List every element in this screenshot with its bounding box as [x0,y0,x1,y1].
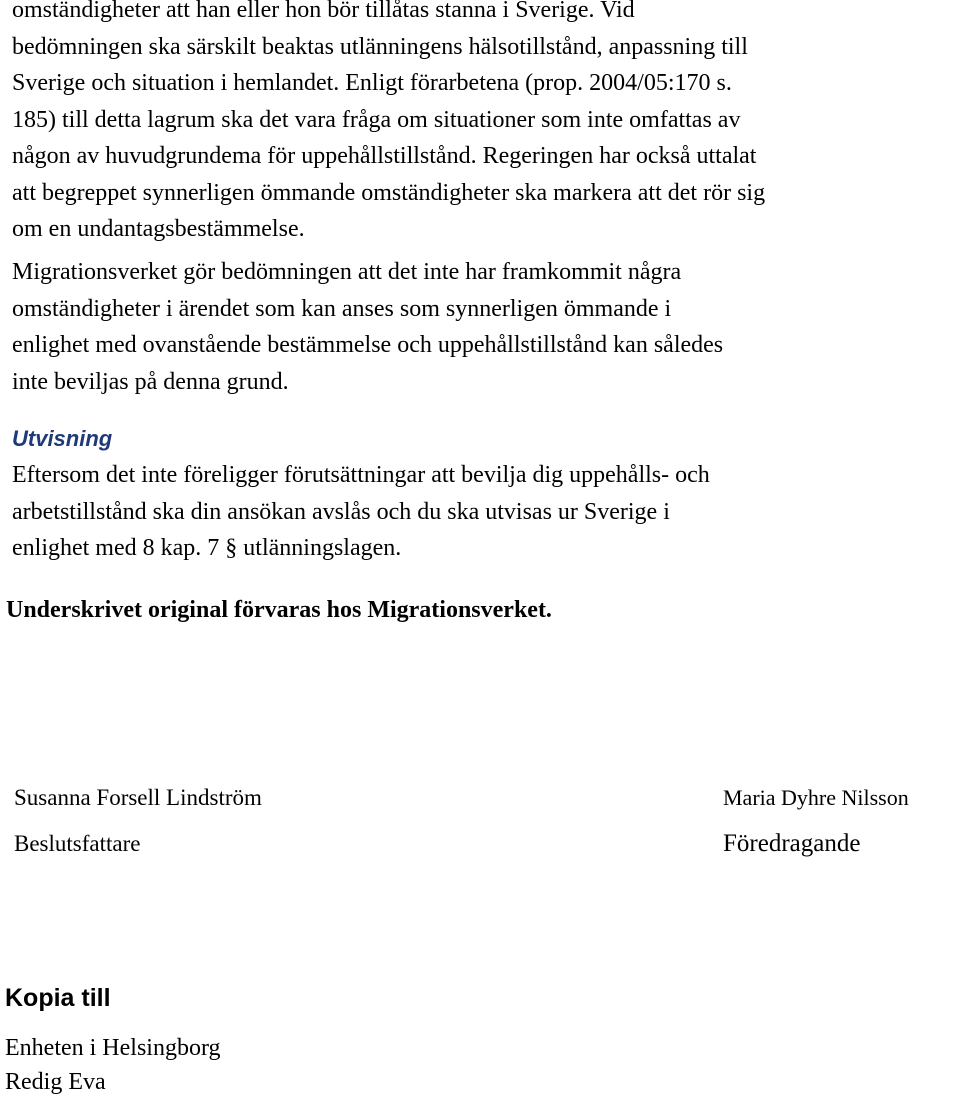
paragraph-grounds: omständigheter att han eller hon bör tillåtas stanna i Sverige. Vid bedömningen ska särskilt beaktas utlänningens hälsotillstånd, anpassning till Sverige och situation i hemlandet. Enligt förarbetena (prop. 2004/05:170 s. 185) till detta lagrum ska det vara fråga om situationer som inte omfattas av någon av huvudgrundema för uppehållstillstånd. Regeringen har också uttalat att begreppet synnerligen ömmande omständigheter ska markera att det rör sig om en undantagsbestämmelse. [12,0,766,242]
heading-kopia-till: Kopia till [5,984,111,1012]
signer-left-role: Beslutsfattare [14,831,141,856]
copy-recipient: Redig Eva [5,1069,106,1095]
copy-recipient-list [5,1031,221,1099]
heading-utvisning: Utvisning [12,426,113,451]
paragraph-expulsion: Eftersom det inte föreligger förutsättningar att bevilja dig uppehålls- och arbetstillstånd ska din ansökan avslås och du ska utvisas ur Sverige i enlighet med 8 kap. 7 § utlänningslagen. [12,462,710,561]
signer-right-role: Föredragande [723,830,861,857]
signed-original-note: Underskrivet original förvaras hos Migrationsverket. [6,597,552,623]
copy-recipient: Enheten i Helsingborg [5,1035,221,1061]
paragraph-assessment: Migrationsverket gör bedömningen att det inte har framkommit några omständigheter i ärendet som kan anses som synnerligen ömmande i enlighet med ovanstående bestämmelse och uppehållstillstånd kan således inte beviljas på denna grund. [12,259,724,395]
signer-left-name: Susanna Forsell Lindström [14,785,262,810]
signer-right-name: Maria Dyhre Nilsson [723,785,909,810]
